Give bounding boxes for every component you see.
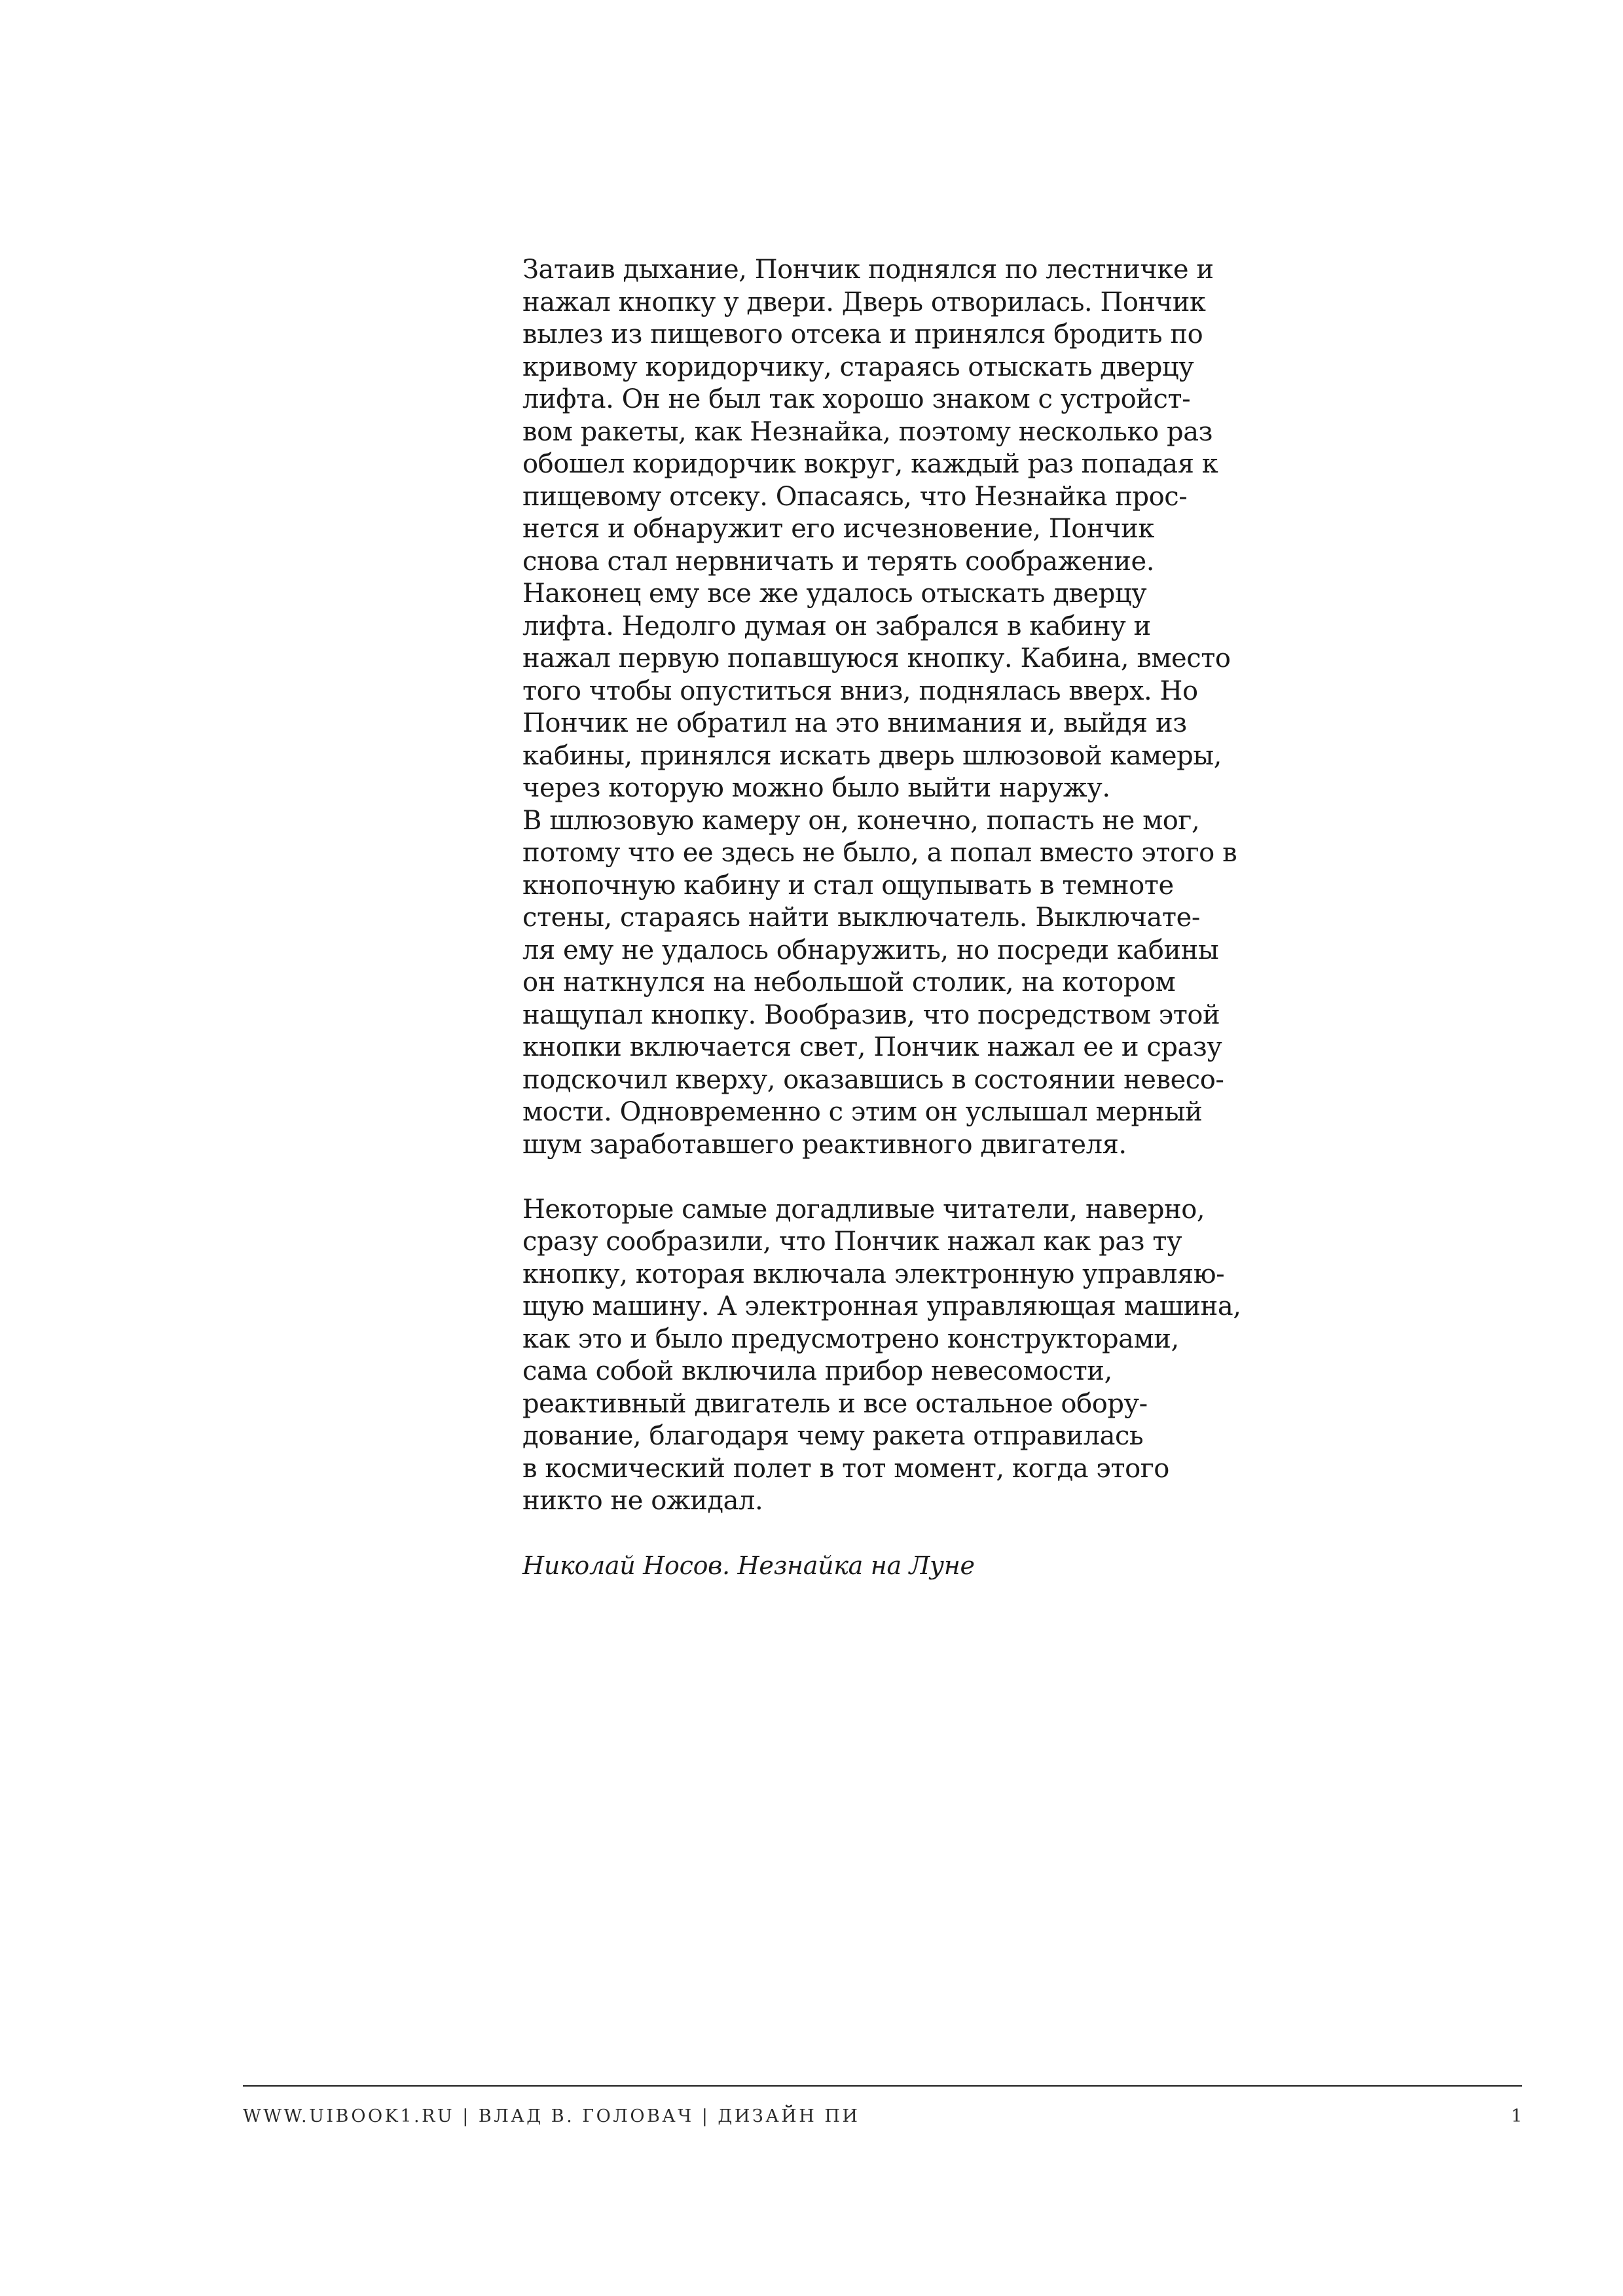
paragraph-spacer: [522, 1518, 1216, 1551]
text-line: шум заработавшего реактивного двигателя.: [522, 1129, 1127, 1160]
source-attribution: Николай Носов. Незнайка на Луне: [522, 1551, 975, 1580]
text-line: ля ему не удалось обнаружить, но посреди кабины: [522, 935, 1219, 965]
text-line: мости. Одновременно с этим он услышал мерный: [522, 1097, 1203, 1127]
text-line: стены, стараясь найти выключатель. Выключате-: [522, 903, 1200, 933]
text-line: нажал первую попавшуюся кнопку. Кабина, вместо: [522, 643, 1231, 673]
text-line: Некоторые самые догадливые читатели, наверно,: [522, 1194, 1205, 1225]
text-line: он наткнулся на небольшой столик, на котором: [522, 967, 1176, 997]
main-text: [522, 254, 1241, 1583]
paragraph-2: [522, 805, 1237, 1162]
paragraph-1: [522, 254, 1231, 805]
page-number: 1: [1510, 2106, 1522, 2126]
text-line: реактивный двигатель и все остальное обору-: [522, 1388, 1148, 1419]
text-line: вом ракеты, как Незнайка, поэтому несколько раз: [522, 416, 1213, 447]
text-line: вылез из пищевого отсека и принялся бродить по: [522, 319, 1203, 350]
text-line: нащупал кнопку. Вообразив, что посредством этой: [522, 999, 1220, 1030]
text-line: дование, благодаря чему ракета отправилась: [522, 1421, 1144, 1451]
text-line: как это и было предусмотрено конструкторами,: [522, 1323, 1179, 1354]
text-line: кнопку, которая включала электронную управляю-: [522, 1259, 1225, 1289]
text-line: В шлюзовую камеру он, конечно, попасть не мог,: [522, 805, 1200, 836]
text-line: Наконец ему все же удалось отыскать дверцу: [522, 579, 1147, 609]
text-line: того чтобы опуститься вниз, поднялась вверх. Но: [522, 675, 1198, 706]
text-line: нажал кнопку у двери. Дверь отворилась. Пончик: [522, 287, 1206, 317]
text-line: обошел коридорчик вокруг, каждый раз попадая к: [522, 449, 1218, 479]
text-line: кнопки включается свет, Пончик нажал ее и сразу: [522, 1032, 1222, 1062]
text-line: кабины, принялся искать дверь шлюзовой камеры,: [522, 740, 1222, 771]
text-line: в космический полет в тот момент, когда этого: [522, 1453, 1169, 1484]
text-line: щую машину. А электронная управляющая машина,: [522, 1291, 1241, 1321]
text-line: через которую можно было выйти наружу.: [522, 773, 1110, 803]
text-line: пищевому отсеку. Опасаясь, что Незнайка прос-: [522, 481, 1188, 512]
page-footer: [243, 2106, 1522, 2132]
text-line: никто не ожидал.: [522, 1486, 763, 1516]
text-line: Затаив дыхание, Пончик поднялся по лестничке и: [522, 255, 1214, 285]
footer-divider: [243, 2085, 1522, 2087]
paragraph-spacer: [522, 1161, 1216, 1194]
text-line: сразу сообразили, что Пончик нажал как раз ту: [522, 1227, 1182, 1257]
text-line: сама собой включила прибор невесомости,: [522, 1356, 1112, 1386]
text-line: потому что ее здесь не было, а попал вместо этого в: [522, 838, 1237, 868]
text-line: подскочил кверху, оказавшись в состоянии невесо-: [522, 1064, 1224, 1095]
text-line: кнопочную кабину и стал ощупывать в темноте: [522, 870, 1174, 901]
text-line: лифта. Недолго думая он забрался в кабину и: [522, 611, 1151, 641]
text-line: снова стал нервничать и терять соображение.: [522, 546, 1154, 577]
text-line: нется и обнаружит его исчезновение, Пончик: [522, 514, 1154, 544]
text-line: кривому коридорчику, стараясь отыскать дверцу: [522, 351, 1194, 382]
paragraph-3: [522, 1194, 1241, 1518]
text-line: Пончик не обратил на это внимания и, выйдя из: [522, 708, 1187, 738]
text-line: лифта. Он не был так хорошо знаком с устройст-: [522, 384, 1191, 414]
footer-credits: WWW.UIBOOK1.RU | ВЛАД В. ГОЛОВАЧ | ДИЗАЙН ПИ: [243, 2106, 860, 2126]
